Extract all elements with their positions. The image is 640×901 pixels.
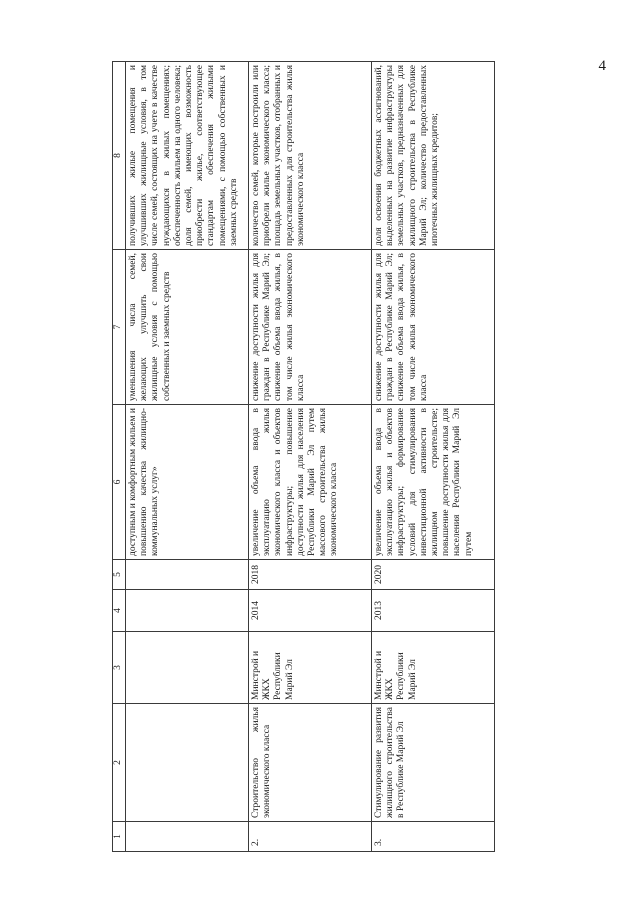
program-table (112, 61, 495, 852)
header-cell-5: 5 (113, 560, 126, 590)
rotated-table-wrapper (112, 62, 495, 852)
header-cell-4: 4 (113, 590, 126, 632)
executor (126, 632, 249, 704)
header-row (113, 62, 126, 852)
header-cell-3: 3 (113, 632, 126, 704)
measure-name (126, 704, 249, 822)
row-number: 2. (249, 822, 372, 852)
expected-results: увеличение объема ввода в эксплуатацию жилья и объектов инфраструктуры; формирование условий для стимулирования инвестиционной активности в жилищном строительстве; повышение доступности жилья для населения Республики Марий Эл путем (372, 405, 495, 560)
expected-results: увеличение объема ввода в эксплуатацию жилья экономического класса и объектов инфраструктуры; повышение доступности жилья для населения Республики Марий Эл путем массового строительства жилья экономического класса (249, 405, 372, 560)
executor: Минстрой и ЖКХ Республики Марий Эл (372, 632, 495, 704)
related-indicators: получивших жилые помещения и улучшивших жилищные условия, в том числе семей, состоящих на учете в качестве нуждающихся в жилых помещениях; обеспеченность жильем на одного человека; доля семей, имеющих возможность приобрести жилье, соответствующее стандартам обеспечения жилыми помещениями, с помощью собственных и заемных средств (126, 62, 249, 250)
non-implementation-consequences: уменьшения числа семей, желающих улучшить свои жилищные условия с помощью собственных и заемных средств (126, 250, 249, 405)
expected-results: доступным и комфортным жильем и повышению качества жилищно-коммунальных услуг» (126, 405, 249, 560)
related-indicators: доля освоения бюджетных ассигнований, выделенных на развитие инфраструктуры земельных участков, предназначенных для жилищного строительства в Республике Марий Эл; количество предоставленных ипотечных жилищных кредитов; (372, 62, 495, 250)
end-year: 2020 (372, 560, 495, 590)
related-indicators: количество семей, которые построили или приобрели жилье экономического класса; площадь земельных участков, отобранных и предоставленных для строительства жилья экономического класса (249, 62, 372, 250)
non-implementation-consequences: снижение доступности жилья для граждан в Республике Марий Эл; снижение объема ввода жилья, в том числе жилья экономического класса (372, 250, 495, 405)
table-row (372, 62, 495, 852)
page-number: 4 (598, 58, 606, 74)
executor: Минстрой и ЖКХ Республики Марий Эл (249, 632, 372, 704)
header-cell-2: 2 (113, 704, 126, 822)
start-year: 2014 (249, 590, 372, 632)
measure-name: Строительство жилья экономического класса (249, 704, 372, 822)
measure-name: Стимулирование развития жилищного строительства в Республике Марий Эл (372, 704, 495, 822)
end-year: 2018 (249, 560, 372, 590)
start-year (126, 590, 249, 632)
row-number (126, 822, 249, 852)
header-cell-6: 6 (113, 405, 126, 560)
header-cell-7: 7 (113, 250, 126, 405)
start-year: 2013 (372, 590, 495, 632)
row-number: 3. (372, 822, 495, 852)
header-cell-1: 1 (113, 822, 126, 852)
non-implementation-consequences: снижение доступности жилья для граждан в Республике Марий Эл; снижение объема ввода жилья, в том числе жилья экономического класса (249, 250, 372, 405)
end-year (126, 560, 249, 590)
header-cell-8: 8 (113, 62, 126, 250)
table-row (249, 62, 372, 852)
table-row (126, 62, 249, 852)
